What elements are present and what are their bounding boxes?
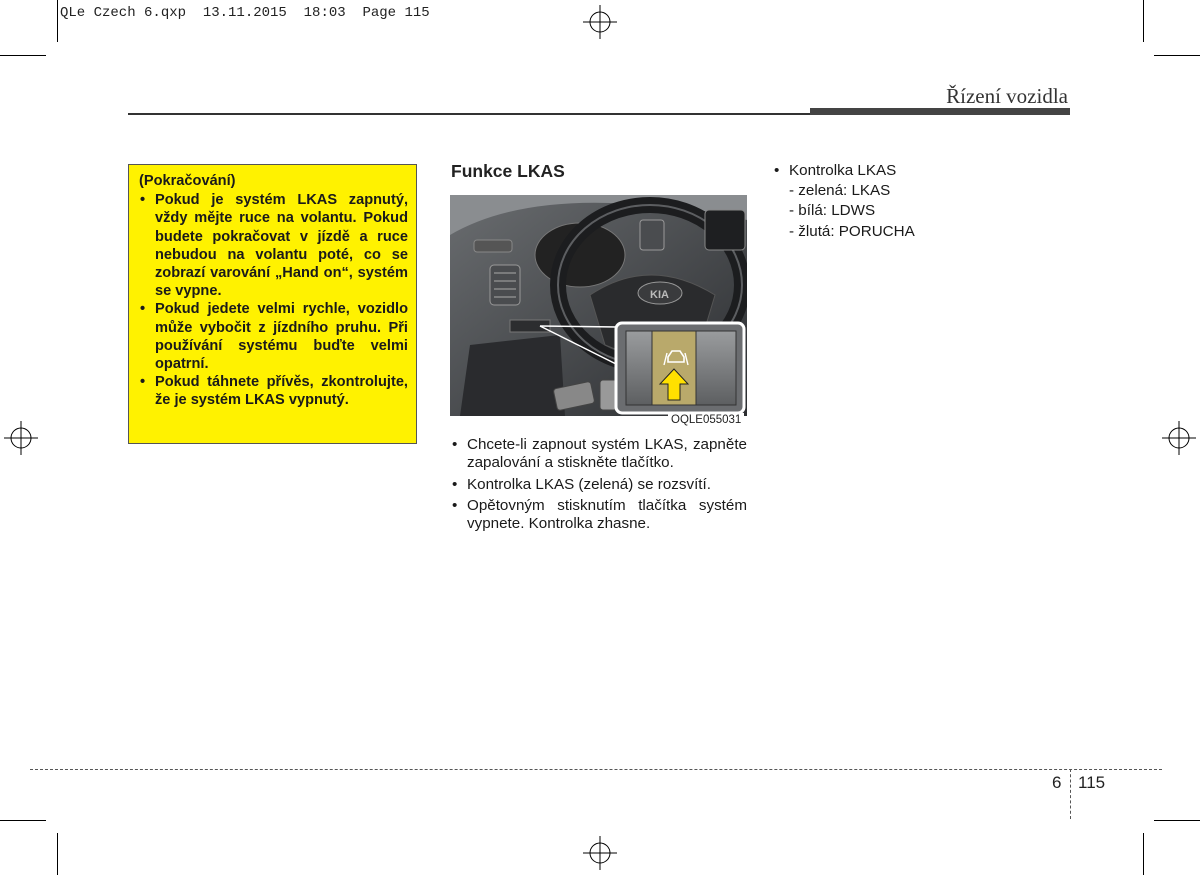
crop-mark — [0, 820, 46, 821]
legend-item: - žlutá: PORUCHA — [789, 222, 915, 240]
section-title: Řízení vozidla — [946, 84, 1068, 108]
warning-item: • Pokud je systém LKAS zapnutý, vždy mějte ruce na volantu. Pokud budete pokračovat v jízdě a ruce nebudou na volantu poté, co se zobrazí varování „Hand on“, systém se vypne. — [139, 191, 408, 300]
crop-mark — [1154, 55, 1200, 56]
registration-mark-icon — [583, 836, 617, 870]
warning-item: • Pokud táhnete přívěs, zkontrolujte, že je systém LKAS vypnutý. — [139, 373, 408, 409]
legend-heading: • Kontrolka LKAS — [773, 161, 915, 181]
registration-mark-icon — [583, 5, 617, 39]
crop-mark — [1143, 0, 1144, 42]
legend-item: - bílá: LDWS — [789, 202, 876, 220]
kia-logo: KIA — [650, 289, 669, 301]
crop-mark — [57, 833, 58, 875]
dashboard-drawing — [450, 195, 747, 416]
warning-list — [139, 191, 408, 409]
chapter-number: 6 — [1052, 773, 1062, 792]
instruction-item: • Opětovným stisknutím tlačítka systém vypnete. Kontrolka zhasne. — [451, 497, 747, 533]
figure-code: OQLE055031 — [668, 413, 744, 427]
legend-item: - zelená: LKAS — [789, 182, 891, 200]
dashboard-illustration — [450, 195, 747, 416]
section-heading: Funkce LKAS — [451, 161, 565, 181]
header-rule-accent — [810, 108, 1070, 115]
footer-rule — [30, 769, 1162, 770]
footer-divider — [1070, 769, 1071, 819]
crop-mark — [1154, 820, 1200, 821]
registration-mark-icon — [4, 421, 38, 455]
warning-heading: (Pokračování) — [139, 173, 236, 189]
registration-mark-icon — [1162, 421, 1196, 455]
instruction-list — [451, 436, 747, 537]
crop-mark — [57, 0, 58, 42]
warning-item: • Pokud jedete velmi rychle, vozidlo může vybočit z jízdního pruhu. Při používání systému buďte velmi opatrní. — [139, 300, 408, 373]
instruction-item: • Kontrolka LKAS (zelená) se rozsvítí. — [451, 476, 747, 494]
crop-mark — [1143, 833, 1144, 875]
page-number: 115 — [1078, 773, 1106, 792]
instruction-item: • Chcete-li zapnout systém LKAS, zapněte zapalování a stiskněte tlačítko. — [451, 436, 747, 472]
warning-box — [128, 164, 417, 444]
indicator-legend — [773, 161, 915, 242]
print-slug: QLe Czech 6.qxp 13.11.2015 18:03 Page 115 — [60, 5, 430, 21]
crop-mark — [0, 55, 46, 56]
